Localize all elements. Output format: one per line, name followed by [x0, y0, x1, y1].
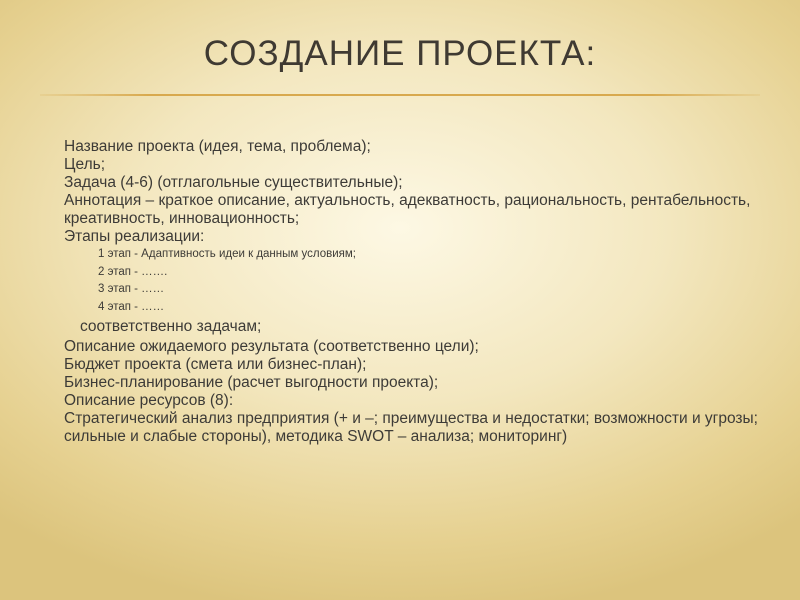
- list-item-text: Задача (4-6) (отглагольные существительные);: [64, 174, 403, 191]
- list-item: [30, 138, 760, 156]
- list-item: [30, 174, 760, 192]
- list-item-text: Этапы реализации:: [64, 228, 205, 245]
- sub-list-item: [30, 264, 760, 282]
- sub-list-item: [30, 299, 760, 317]
- list-item: [30, 338, 760, 356]
- list-item: [30, 410, 760, 446]
- slide-title: СОЗДАНИЕ ПРОЕКТА:: [203, 34, 597, 73]
- list-item-text: Бюджет проекта (смета или бизнес-план);: [64, 356, 367, 373]
- sub-list-item-text: 2 этап - …….: [98, 265, 168, 278]
- sub-list-item-text: 4 этап - ……: [98, 300, 165, 313]
- list-item: [30, 192, 760, 228]
- title-divider: [40, 94, 760, 96]
- list-item-text: Стратегический анализ предприятия (+ и –; преимущества и недостатки; возможности и угрозы; сильные и слабые стороны), методика SWOT – анализа; мониторинг): [64, 410, 758, 445]
- list-item: [30, 228, 760, 246]
- list-item: [30, 156, 760, 174]
- sub-list-item: [30, 281, 760, 299]
- list-item: [30, 392, 760, 410]
- list-item-text: Аннотация – краткое описание, актуальность, адекватность, рациональность, рентабельность, креативность, инновационность;: [64, 192, 751, 227]
- sub-list-item-text: 1 этап - Адаптивность идеи к данным условиям;: [98, 248, 356, 260]
- list-item-text: Описание ожидаемого результата (соответственно цели);: [64, 338, 479, 355]
- list-item-text: Описание ресурсов (8):: [64, 392, 234, 409]
- list-item: [30, 356, 760, 374]
- sub-list-item-text: 3 этап - ……: [98, 283, 165, 295]
- list-item-text: Бизнес-планирование (расчет выгодности проекта);: [64, 374, 439, 391]
- list-item-text: Название проекта (идея, тема, проблема);: [64, 138, 371, 155]
- list-item-text: Цель;: [64, 156, 105, 173]
- stages-note: соответственно задачам;: [80, 318, 262, 335]
- bullet-list: [30, 138, 760, 446]
- sub-list-item: [30, 246, 760, 264]
- list-item: [30, 374, 760, 392]
